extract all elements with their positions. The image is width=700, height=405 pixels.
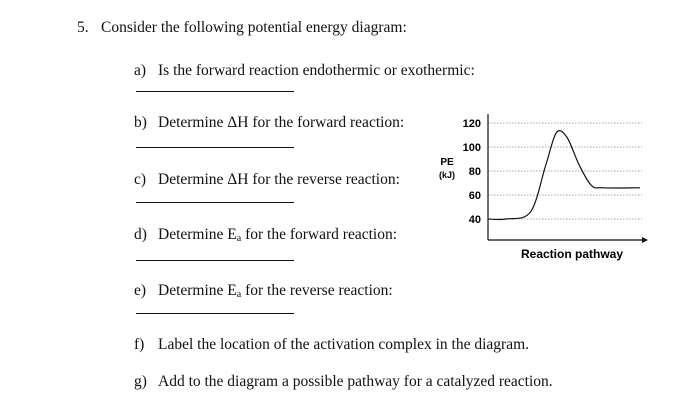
question-prompt: Consider the following potential energy diagram: [101,19,407,36]
part-f-text: Label the location of the activation complex in the diagram. [158,336,530,353]
part-c-answer-line[interactable] [136,202,294,203]
y-tick-label-80: 80 [468,166,481,178]
part-d-answer-line[interactable] [136,260,294,261]
part-a-label: a) [134,62,147,79]
part-f-label: f) [134,336,145,353]
part-g-label: g) [134,373,147,390]
part-c-label: c) [134,171,147,188]
energy-curve [488,131,640,220]
part-b-label: b) [134,114,147,131]
part-c-text: Determine ΔH for the reverse reaction: [158,171,400,188]
part-e-text-after: for the reverse reaction: [241,282,393,299]
x-axis-label: Reaction pathway [520,247,624,261]
part-e-subscript: a [236,289,242,300]
part-a-text: Is the forward reaction endothermic or exothermic: [158,62,475,79]
part-d-text-after: for the forward reaction: [241,226,398,243]
part-b-answer-line[interactable] [136,147,294,148]
part-a-answer-line[interactable] [136,91,294,92]
part-b-text: Determine ΔH for the forward reaction: [158,114,405,131]
y-tick-labels [463,118,481,226]
y-tick-label-40: 40 [468,214,481,226]
y-axis-label-units: (kJ) [438,170,456,180]
part-d-label: d) [134,226,147,243]
potential-energy-diagram [420,110,660,270]
part-e-text-before: Determine E [158,282,237,299]
x-axis-arrow [642,237,648,243]
part-d-text [158,226,397,244]
part-e-answer-line[interactable] [136,313,294,314]
part-e-label: e) [134,282,147,299]
question-number: 5. [77,19,89,36]
y-axis-label-pe: PE [440,157,454,168]
part-e-text [158,282,393,300]
part-d-subscript: a [236,233,242,244]
grid-lines [488,123,642,219]
y-tick-label-100: 100 [462,142,481,154]
part-g-text: Add to the diagram a possible pathway for a catalyzed reaction. [158,373,553,390]
y-tick-label-60: 60 [468,190,481,202]
part-d-text-before: Determine E [158,226,237,243]
y-tick-label-120: 120 [462,118,481,130]
